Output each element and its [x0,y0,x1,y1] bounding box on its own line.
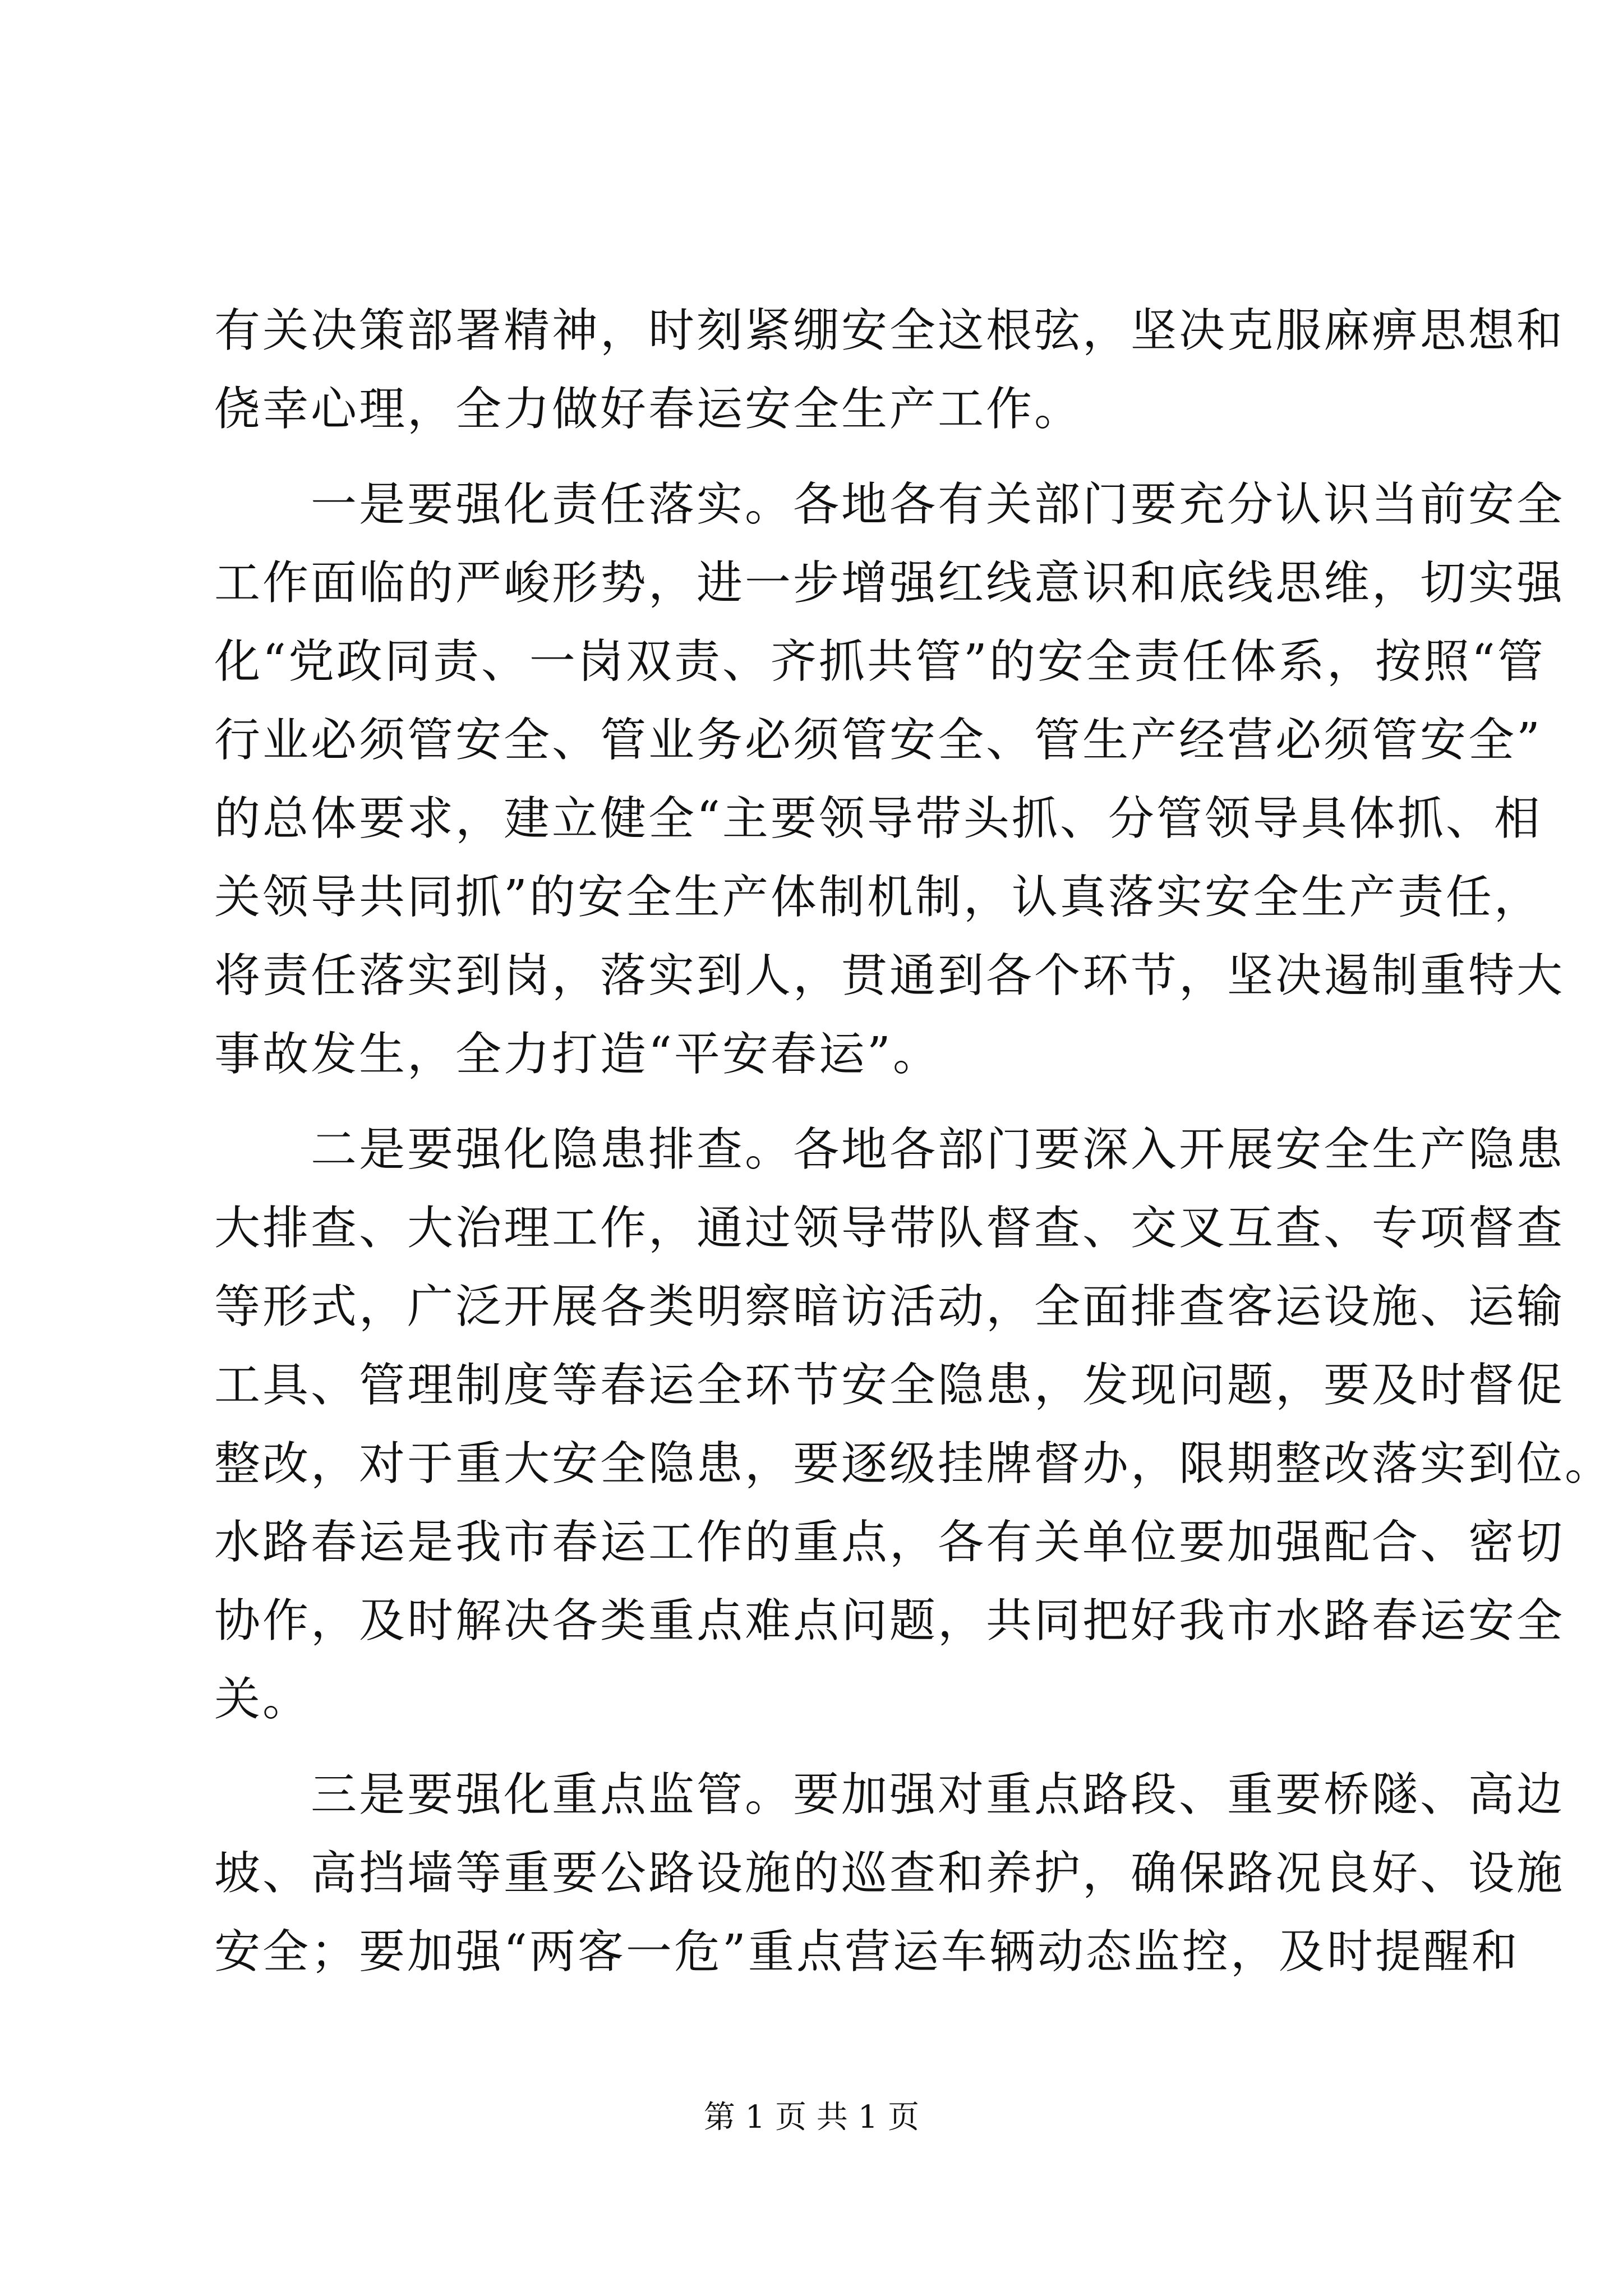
paragraph-heading-line: 一是要强化责任落实。各地各有关部门要充分认识当前安全 [311,478,1565,531]
paragraph-heading-line: 二是要强化隐患排查。各地各部门要深入开展安全生产隐患 [311,1123,1565,1176]
text-line: 大排查、大治理工作，通过领导带队督查、交叉互查、专项督查 [214,1202,1565,1255]
text-line: 关。 [214,1673,311,1726]
text-line: 行业必须管安全、管业务必须管安全、管生产经营必须管安全” [214,714,1542,767]
text-line: 事故发生，全力打造“平安春运”。 [214,1028,941,1081]
page-number-label: 第 1 页 共 1 页 [703,2099,920,2136]
text-line: 有关决策部署精神，时刻紧绷安全这根弦，坚决克服麻痹思想和 [214,304,1565,357]
text-line: 水路春运是我市春运工作的重点，各有关单位要加强配合、密切 [214,1516,1565,1569]
text-line: 侥幸心理，全力做好春运安全生产工作。 [214,383,1083,436]
text-line: 关领导共同抓”的安全生产体制机制，认真落实安全生产责任， [214,871,1542,924]
text-line: 安全；要加强“两客一危”重点营运车辆动态监控，及时提醒和 [214,1925,1520,1978]
text-line: 坡、高挡墙等重要公路设施的巡查和养护，确保路况良好、设施 [214,1847,1565,1900]
document-body [214,292,1613,1991]
text-line: 整改，对于重大安全隐患，要逐级挂牌督办，限期整改落实到位。 [214,1437,1613,1490]
paragraph-heading-line: 三是要强化重点监管。要加强对重点路段、重要桥隧、高边 [311,1768,1565,1821]
text-line: 化“党政同责、一岗双责、齐抓共管”的安全责任体系，按照“管 [214,635,1546,688]
page-footer [0,2095,1623,2140]
text-line: 将责任落实到岗，落实到人，贯通到各个环节，坚决遏制重特大 [214,949,1565,1002]
text-line: 等形式，广泛开展各类明察暗访活动，全面排查客运设施、运输 [214,1280,1565,1333]
text-line: 的总体要求，建立健全“主要领导带头抓、分管领导具体抓、相 [214,792,1542,845]
text-line: 工具、管理制度等春运全环节安全隐患，发现问题，要及时督促 [214,1359,1565,1412]
text-line: 协作，及时解决各类重点难点问题，共同把好我市水路春运安全 [214,1594,1565,1648]
text-line: 工作面临的严峻形势，进一步增强红线意识和底线思维，切实强 [214,556,1565,610]
